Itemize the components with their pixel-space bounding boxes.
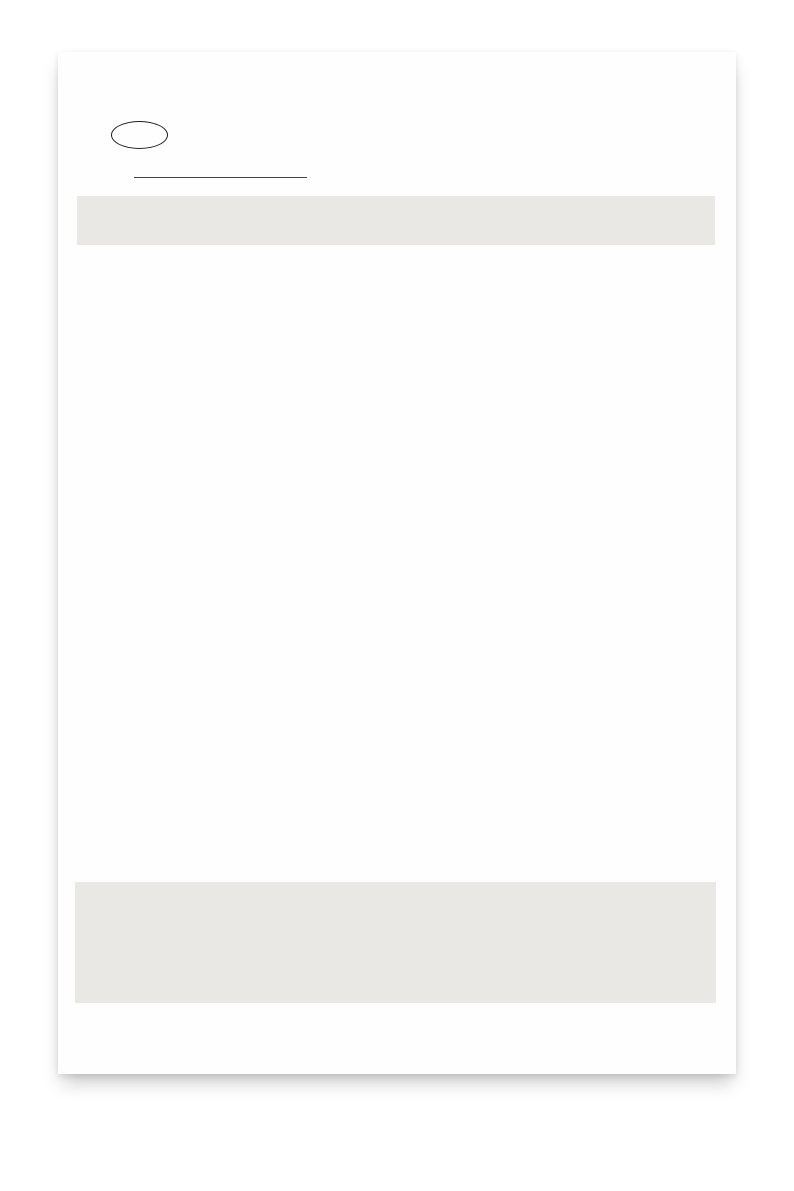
benefit-reward-box[interactable] xyxy=(75,882,716,1003)
date-field[interactable] xyxy=(134,177,307,178)
selected-month-circle xyxy=(111,121,168,149)
table-header-background xyxy=(77,196,715,245)
